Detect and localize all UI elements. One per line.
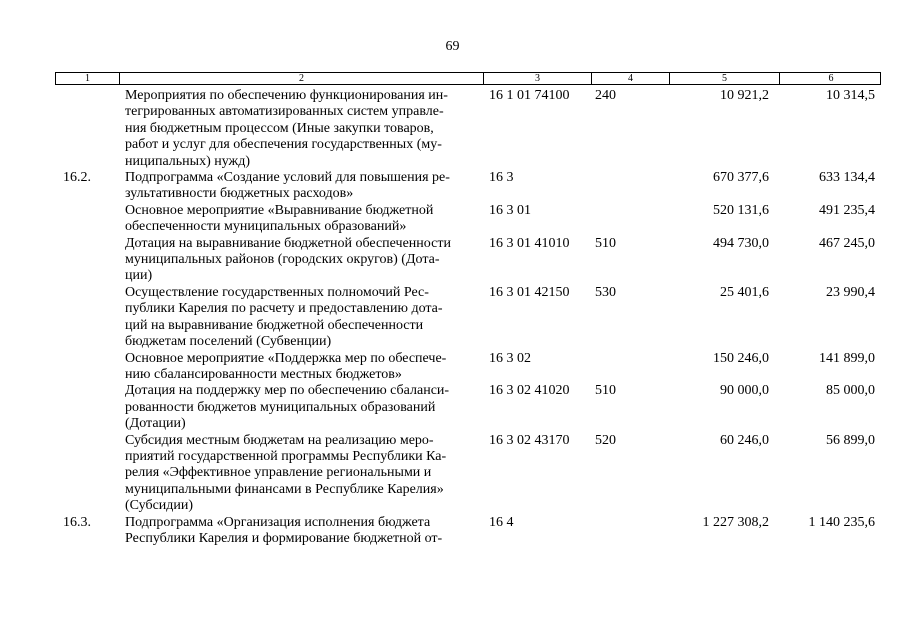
row-value-6: 56 899,0 [826,432,875,448]
row-expense-type: 520 [595,432,616,448]
row-value-6: 23 990,4 [826,284,875,300]
row-value-6: 467 245,0 [819,235,875,251]
row-number [55,383,119,432]
row-name-line: Республики Карелия и формирование бюджетной от- [125,530,443,546]
row-name-line: Дотация на выравнивание бюджетной обеспеченности [125,235,451,251]
row-value-5: 494 730,0 [713,235,769,251]
row-name-line: бюджетам поселений (Субвенции) [125,334,332,350]
row-expense-type [591,351,669,384]
table-header [55,72,881,85]
row-name [119,170,483,203]
table-row [55,383,881,432]
row-code: 16 3 01 42150 [489,284,570,300]
row-value-6: 633 134,4 [819,170,875,186]
row-code: 16 4 [489,514,514,530]
row-number [55,88,119,170]
row-code: 16 3 02 43170 [489,432,570,448]
row-name-line: обеспеченности муниципальных образований» [125,219,407,235]
row-value-6: 85 000,0 [826,383,875,399]
column-header-6: 6 [828,73,834,84]
row-expense-type [591,515,669,548]
row-value-5: 25 401,6 [720,284,769,300]
table-row [55,203,881,236]
row-value-5: 150 246,0 [713,350,769,366]
column-header-4: 4 [592,73,670,84]
row-name-line: ниципальных) нужд) [125,153,250,169]
row-code: 16 3 02 41020 [489,383,570,399]
table-body [55,88,881,547]
row-number [55,203,119,236]
row-code: 16 3 01 [489,202,531,218]
column-header-3: 3 [484,73,592,84]
row-value-5: 670 377,6 [713,170,769,186]
row-name-line: Дотация на поддержку мер по обеспечению сбаланси- [125,383,450,399]
row-code: 16 1 01 74100 [489,88,570,103]
row-value-5: 90 000,0 [720,383,769,399]
table-row [55,433,881,515]
column-header-5: 5 [670,73,780,84]
row-name [119,383,483,432]
row-value-5: 520 131,6 [713,202,769,218]
row-code: 16 3 01 41010 [489,235,570,251]
row-name-line: Субсидия местным бюджетам на реализацию меро- [125,432,434,448]
row-name-line: ций на выравнивание бюджетной обеспеченности [125,317,424,333]
row-number: 16.2. [63,170,91,186]
table-row [55,285,881,351]
row-number [55,236,119,285]
row-name-line: нию сбалансированности местных бюджетов» [125,366,402,382]
row-name-line: тегрированных автоматизированных систем управле- [125,104,444,120]
row-number: 16.3. [63,514,91,530]
table-row [55,515,881,548]
table-row [55,236,881,285]
row-name-line: работ и услуг для обеспечения государственных (му- [125,137,442,153]
row-name [119,88,483,170]
row-expense-type: 510 [595,235,616,251]
row-name-line: рованности бюджетов муниципальных образований [125,399,436,415]
row-expense-type [591,170,669,203]
row-value-5: 1 227 308,2 [702,514,769,530]
row-name [119,351,483,384]
row-name-line: (Субсидии) [125,498,194,514]
row-value-6: 491 235,4 [819,202,875,218]
table-row [55,351,881,384]
row-code: 16 3 [489,170,514,186]
row-name [119,285,483,351]
row-name-line: Основное мероприятие «Поддержка мер по обеспече- [125,350,447,366]
row-name-line: муниципальными финансами в Республике Карелия» [125,481,444,497]
row-name [119,203,483,236]
row-name [119,515,483,548]
row-expense-type: 510 [595,383,616,399]
row-name-line: релия «Эффективное управление региональными и [125,465,432,481]
row-name-line: Основное мероприятие «Выравнивание бюджетной [125,202,434,218]
row-value-6: 10 314,5 [826,88,875,103]
row-name [119,236,483,285]
row-name-line: ния бюджетным процессом (Иные закупки товаров, [125,120,434,136]
row-number [55,433,119,515]
row-number [55,351,119,384]
column-header-2: 2 [120,73,484,84]
row-expense-type [591,203,669,236]
row-expense-type: 240 [595,88,616,103]
row-name-line: Осуществление государственных полномочий Рес- [125,284,429,300]
row-value-5: 10 921,2 [720,88,769,103]
row-name-line: приятий государственной программы Республики Ка- [125,448,447,464]
row-name-line: Мероприятия по обеспечению функционирования ин- [125,88,448,103]
row-value-6: 141 899,0 [819,350,875,366]
row-value-6: 1 140 235,6 [808,514,875,530]
row-value-5: 60 246,0 [720,432,769,448]
row-expense-type: 530 [595,284,616,300]
row-name-line: Подпрограмма «Создание условий для повышения ре- [125,170,450,186]
table-row [55,88,881,170]
page-number: 69 [445,39,460,54]
row-name-line: муниципальных районов (городских округов) (Дота- [125,252,440,268]
row-name-line: публики Карелия по расчету и предоставлению дота- [125,301,443,317]
row-name-line: (Дотации) [125,416,186,432]
row-code: 16 3 02 [489,350,531,366]
table-row [55,170,881,203]
row-number [55,285,119,351]
row-name-line: ции) [125,268,153,284]
column-header-1: 1 [56,73,120,84]
row-name-line: зультативности бюджетных расходов» [125,186,354,202]
row-name [119,433,483,515]
row-name-line: Подпрограмма «Организация исполнения бюджета [125,514,431,530]
